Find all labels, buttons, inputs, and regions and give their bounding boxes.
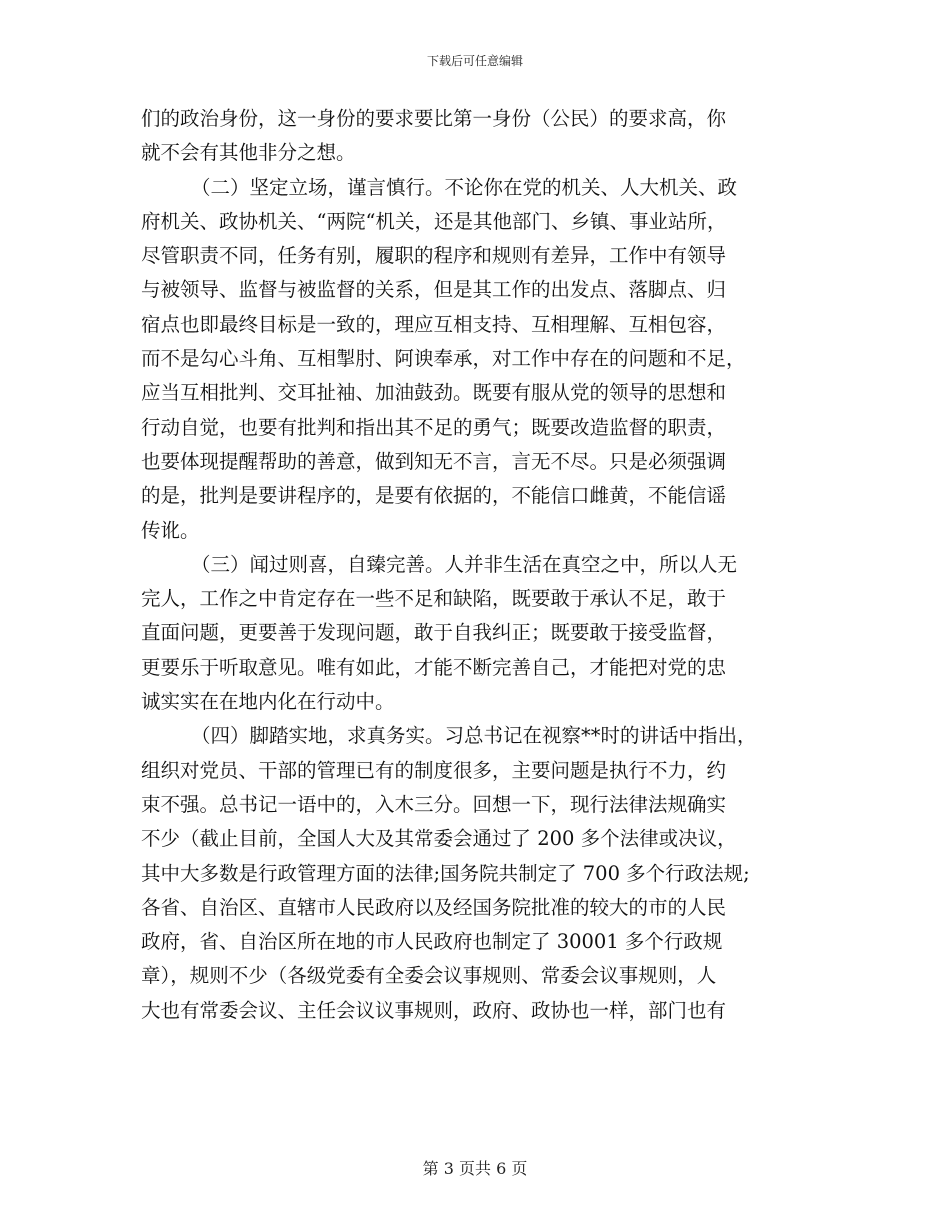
text-line: 大也有常委会议、主任会议议事规则，政府、政协也一样，部门也有 (141, 998, 727, 1022)
text-line: 的是，批判是要讲程序的，是要有依据的，不能信口雌黄，不能信谣 (141, 484, 727, 508)
text-line: 府机关、政协机关、“两院“机关，还是其他部门、乡镇、事业站所， (141, 209, 727, 233)
text-line: 组织对党员、干部的管理已有的制度很多，主要问题是执行不力，约 (141, 758, 727, 782)
text-line: 行动自觉，也要有批判和指出其不足的勇气；既要改造监督的职责， (141, 415, 727, 439)
text-line: 诚实实在在地内化在行动中。 (141, 690, 395, 714)
text-line: 宿点也即最终目标是一致的，理应互相支持、互相理解、互相包容， (141, 312, 727, 336)
text-line: 应当互相批判、交耳扯袖、加油鼓劲。既要有服从党的领导的思想和 (141, 381, 727, 405)
paragraph-first-line: （三）闻过则喜，自臻完善。人并非生活在真空之中，所以人无 (191, 552, 738, 576)
page-footer: 第 3 页共 6 页 (422, 1159, 528, 1178)
text-line: 完人，工作之中肯定存在一些不足和缺陷，既要敢于承认不足，敢于 (141, 587, 727, 611)
text-line: 与被领导、监督与被监督的关系，但是其工作的出发点、落脚点、归 (141, 278, 727, 302)
paragraph-first-line: （四）脚踏实地，求真务实。习总书记在视察**时的讲话中指出， (191, 724, 757, 748)
text-line: 直面问题，更要善于发现问题，敢于自我纠正；既要敢于接受监督， (141, 621, 727, 645)
text-line: 束不强。总书记一语中的，入木三分。回想一下，现行法律法规确实 (141, 792, 727, 816)
paragraph-first-line: （二）坚定立场，谨言慎行。不论你在党的机关、人大机关、政 (191, 175, 738, 199)
text-line: 更要乐于听取意见。唯有如此，才能不断完善自己，才能把对党的忠 (141, 655, 727, 679)
text-line: 各省、自治区、直辖市人民政府以及经国务院批准的较大的市的人民 (141, 895, 727, 919)
text-line: 其中大多数是行政管理方面的法律;国务院共制定了 700 多个行政法规; (141, 861, 750, 885)
page-header: 下载后可任意编辑 (426, 54, 523, 68)
text-line: 也要体现提醒帮助的善意，做到知无不言，言无不尽。只是必须强调 (141, 449, 727, 473)
text-line: 就不会有其他非分之想。 (141, 141, 356, 165)
text-line: 传讹。 (141, 518, 200, 542)
text-line: 不少（截止目前，全国人大及其常委会通过了 200 多个法律或决议， (141, 827, 737, 851)
text-line: 政府，省、自治区所在地的市人民政府也制定了 30001 多个行政规 (141, 930, 723, 954)
text-line: 尽管职责不同，任务有别，履职的程序和规则有差异，工作中有领导 (141, 244, 727, 268)
text-line: 章），规则不少（各级党委有全委会议事规则、常委会议事规则，人 (141, 964, 717, 988)
text-line: 们的政治身份，这一身份的要求要比第一身份（公民）的要求高，你 (141, 107, 727, 130)
document-body (141, 102, 821, 1028)
text-line: 而不是勾心斗角、互相掣肘、阿谀奉承，对工作中存在的问题和不足， (141, 347, 746, 371)
